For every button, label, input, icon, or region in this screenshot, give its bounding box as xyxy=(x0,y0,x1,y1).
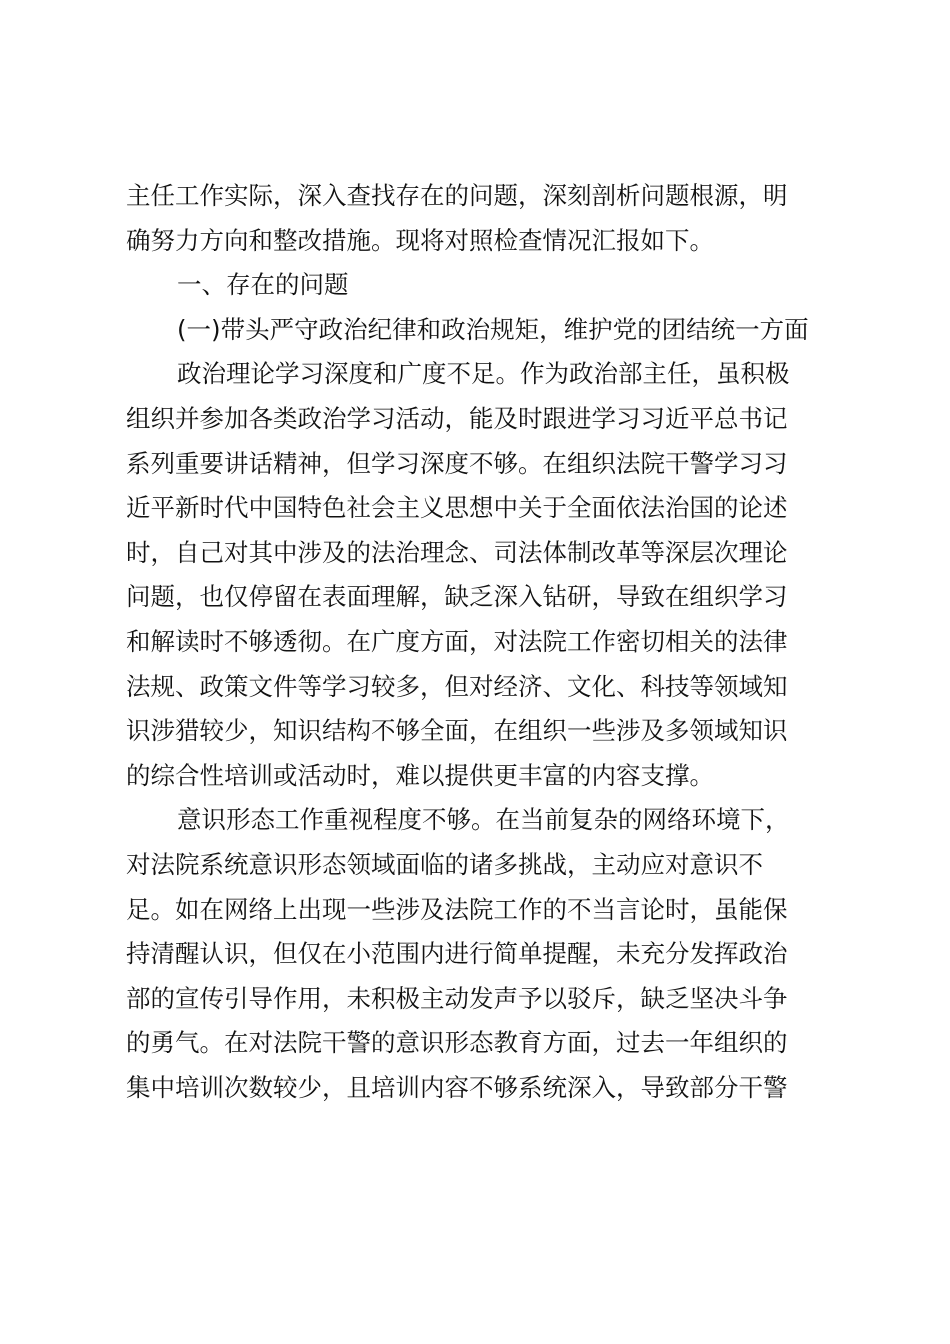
text-line: 法规、政策文件等学习较多，但对经济、文化、科技等领域知 xyxy=(126,671,788,701)
text-line: 足。如在网络上出现一些涉及法院工作的不当言论时，虽能保 xyxy=(126,894,788,924)
text-line: 系列重要讲话精神，但学习深度不够。在组织法院干警学习习 xyxy=(126,448,788,478)
text-line: 识涉猎较少，知识结构不够全面，在组织一些涉及多领域知识 xyxy=(126,716,788,746)
document-body xyxy=(126,174,821,1110)
text-line: 的勇气。在对法院干警的意识形态教育方面，过去一年组织的 xyxy=(126,1028,788,1058)
paragraph-start-line: 意识形态工作重视程度不够。在当前复杂的网络环境下， xyxy=(177,805,790,835)
text-line: 主任工作实际，深入查找存在的问题，深刻剖析问题根源，明 xyxy=(126,181,788,210)
text-line: 持清醒认识，但仅在小范围内进行简单提醒，未充分发挥政治 xyxy=(126,939,788,969)
text-line: 问题，也仅停留在表面理解，缺乏深入钻研，导致在组织学习 xyxy=(126,582,788,612)
section-heading: 一、存在的问题 xyxy=(177,270,349,300)
subsection-heading: (一)带头严守政治纪律和政治规矩，维护党的团结统一方面 xyxy=(177,314,809,344)
text-line: 时，自己对其中涉及的法治理念、司法体制改革等深层次理论 xyxy=(126,537,788,567)
text-line: 的综合性培训或活动时，难以提供更丰富的内容支撑。 xyxy=(126,760,714,790)
text-line: 部的宣传引导作用，未积极主动发声予以驳斥，缺乏坚决斗争 xyxy=(126,983,788,1013)
text-line: 组织并参加各类政治学习活动，能及时跟进学习习近平总书记 xyxy=(126,403,788,433)
text-line: 集中培训次数较少，且培训内容不够系统深入，导致部分干警 xyxy=(126,1072,788,1102)
text-line: 确努力方向和整改措施。现将对照检查情况汇报如下。 xyxy=(126,225,714,255)
text-line: 近平新时代中国特色社会主义思想中关于全面依法治国的论述 xyxy=(126,493,788,523)
text-line: 和解读时不够透彻。在广度方面，对法院工作密切相关的法律 xyxy=(126,626,788,656)
text-line: 对法院系统意识形态领域面临的诸多挑战，主动应对意识不 xyxy=(126,849,763,879)
paragraph-start-line: 政治理论学习深度和广度不足。作为政治部主任，虽积极 xyxy=(177,359,790,389)
